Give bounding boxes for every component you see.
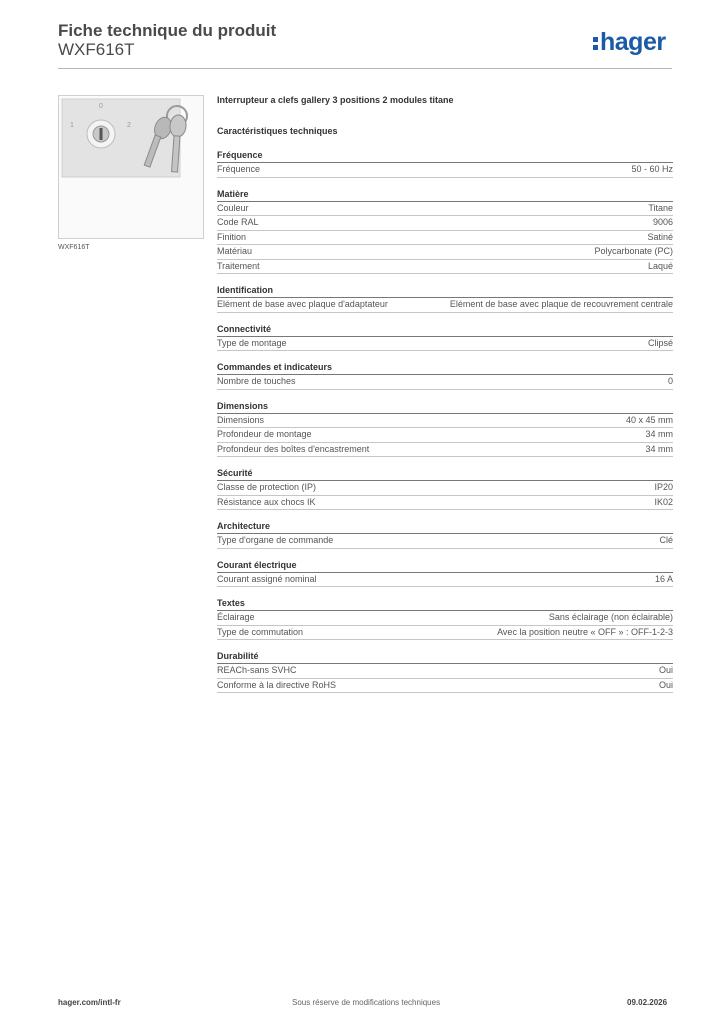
logo-dots-icon [593,36,598,50]
spec-label: Profondeur de montage [217,429,312,439]
logo-text: hager [600,28,666,56]
spec-value: IK02 [654,496,673,507]
spec-section [217,400,673,458]
spec-value: Oui [658,665,673,675]
spec-value: 0 [667,376,673,386]
product-description: Interrupteur a clefs gallery 3 positions 2 modules titane [217,95,454,105]
spec-value: 34 mm [645,443,673,454]
spec-row [217,260,673,275]
spec-value: 16 A [654,573,673,584]
spec-section [217,597,673,640]
spec-label: Courant assigné nominal [217,573,317,584]
spec-row [217,534,673,549]
spec-row [217,573,673,588]
product-reference: WXF616T [58,40,135,59]
spec-label: Traitement [217,260,260,271]
spec-label: Éclairage [217,612,255,622]
section-title: Dimensions [217,400,673,414]
spec-value: Laqué [647,260,673,271]
spec-row [217,245,673,260]
spec-label: Couleur [217,202,249,213]
product-details [217,95,673,703]
section-title: Architecture [217,520,673,534]
spec-label: Type de montage [217,337,287,348]
spec-label: Conforme à la directive RoHS [217,679,337,690]
spec-label: Finition [217,231,247,242]
spec-row [217,163,673,178]
product-image [58,95,204,239]
header-divider [58,68,672,69]
spec-row [217,664,673,679]
spec-value: Satiné [647,231,673,242]
spec-row [217,216,673,231]
spec-value: Avec la position neutre « OFF » : OFF-1-2-3 [497,626,673,637]
spec-row [217,443,673,458]
spec-section [217,559,673,588]
spec-label: Résistance aux chocs IK [217,496,316,507]
spec-label: Profondeur des boîtes d'encastrement [217,443,370,454]
footer-notice: Sous réserve de modifications techniques [292,998,441,1007]
section-title: Commandes et indicateurs [217,361,673,375]
spec-label: Type de commutation [217,626,304,637]
section-title: Textes [217,597,673,611]
spec-row [217,626,673,641]
spec-row [217,414,673,429]
spec-value: IP20 [654,482,673,492]
spec-row [217,375,673,390]
section-title: Courant électrique [217,559,673,573]
spec-value: Polycarbonate (PC) [594,246,673,256]
spec-label: Elément de base avec plaque d'adaptateur [217,299,388,309]
spec-value: Elément de base avec plaque de recouvrement centrale [449,299,673,309]
spec-row [217,202,673,217]
spec-sections [217,149,673,693]
position-label-0: 0 [99,103,103,110]
spec-label: Type d'organe de commande [217,535,334,545]
spec-row [217,611,673,626]
spec-section [217,149,673,178]
spec-value: 40 x 45 mm [625,414,673,425]
spec-value: Titane [648,202,673,213]
footer-date: 09.02.2026 [627,998,668,1007]
spec-label: Classe de protection (IP) [217,482,317,492]
section-title: Identification [217,284,673,298]
spec-section [217,188,673,275]
spec-value: 9006 [652,217,673,227]
spec-value: Oui [658,679,673,690]
spec-row [217,231,673,246]
spec-label: Nombre de touches [217,376,296,386]
spec-row [217,298,673,313]
spec-row [217,337,673,352]
spec-section [217,323,673,352]
section-title: Matière [217,188,673,202]
spec-section [217,361,673,390]
spec-row [217,481,673,496]
footer-website: hager.com/intl-fr [58,998,121,1007]
spec-row [217,428,673,443]
position-label-1: 1 [70,122,74,129]
section-title: Sécurité [217,467,673,481]
position-label-2: 2 [127,122,131,129]
spec-section [217,284,673,313]
key-switch-illustration [59,96,203,238]
spec-value: 34 mm [645,429,673,439]
spec-label: Fréquence [217,164,261,174]
spec-label: Code RAL [217,217,259,227]
spec-section [217,467,673,510]
spec-row [217,679,673,694]
image-caption: WXF616T [58,244,90,251]
spec-section [217,520,673,549]
spec-section [217,650,673,693]
technical-characteristics-title: Caractéristiques techniques [217,126,338,136]
hager-logo [593,28,666,57]
section-title: Durabilité [217,650,673,664]
spec-value: Sans éclairage (non éclairable) [548,612,673,622]
spec-label: REACh-sans SVHC [217,665,297,675]
spec-row [217,496,673,511]
spec-label: Dimensions [217,414,265,425]
spec-label: Matériau [217,246,253,256]
section-title: Connectivité [217,323,673,337]
spec-value: 50 - 60 Hz [631,164,673,174]
spec-value: Clé [659,535,673,545]
spec-value: Clipsé [647,337,673,348]
document-title: Fiche technique du produit [58,21,277,40]
section-title: Fréquence [217,149,673,163]
